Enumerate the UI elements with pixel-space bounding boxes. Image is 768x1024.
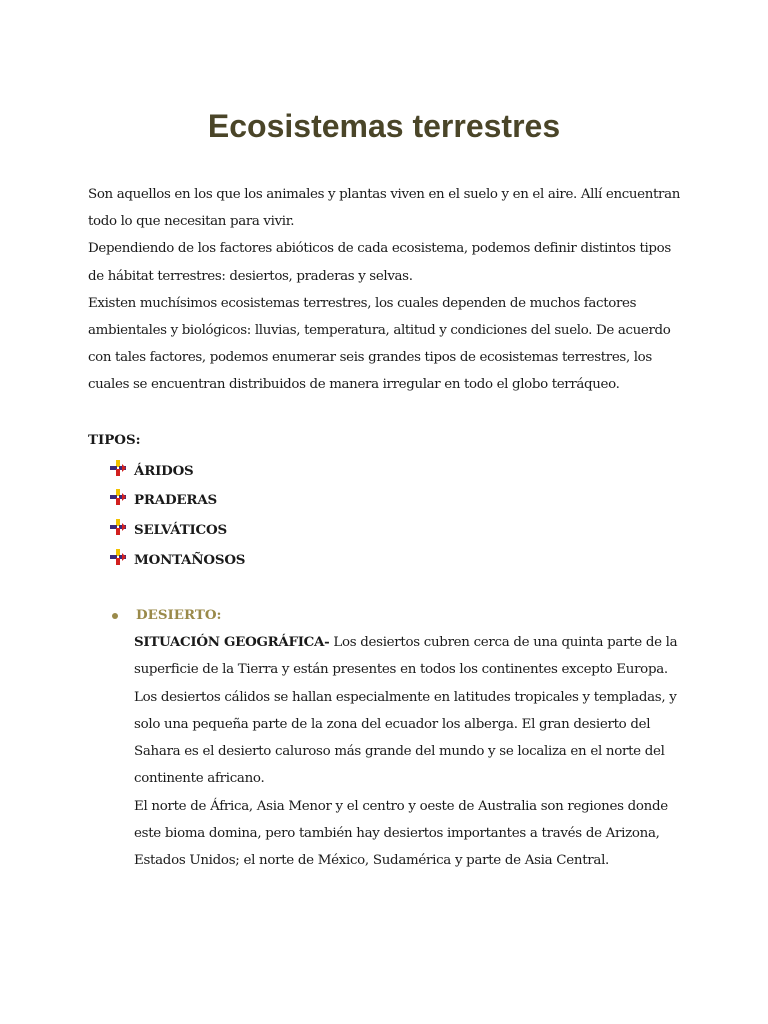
list-item [110,456,245,486]
desierto-section [110,602,680,875]
list-item [110,515,245,545]
four-color-arrow-bullet-icon [110,460,126,476]
list-item [110,486,245,516]
intro-paragraph-1: Son aquellos en los que los animales y plantas viven en el suelo y en el aire. Allí encuentran todo lo que necesitan para vivir. [88,187,680,230]
list-item [110,545,245,575]
four-color-arrow-bullet-icon [110,489,126,505]
desierto-paragraph-2: El norte de África, Asia Menor y el centro y oeste de Australia son regiones donde este bioma domina, pero también hay desiertos importantes a través de Arizona, Estados Unidos; el norte de México, Sudamérica y parte de Asia Central. [134,798,668,869]
intro-paragraph-2: Dependiendo de los factores abióticos de cada ecosistema, podemos definir distintos tipos de hábitat terrestres: desiertos, praderas y selvas. [88,241,671,284]
tipos-label: TIPOS: [88,432,141,448]
intro-section [88,181,688,399]
type-label: ÁRIDOS [134,462,194,479]
type-label: MONTAÑOSOS [134,551,246,568]
four-color-arrow-bullet-icon [110,549,126,565]
desierto-body [134,629,680,875]
type-list [110,456,245,574]
situacion-text: Los desiertos cubren cerca de una quinta parte de la superficie de la Tierra y están presentes en todos los continentes excepto Europa. Los desiertos cálidos se hallan especialmente en latitudes tropicales y templadas, y solo una pequeña parte de la zona del ecuador los alberga. El gran desierto del Sahara es el desierto caluroso más grande del mundo y se localiza en el norte del continente africano. [134,635,678,787]
page-title: Ecosistemas terrestres [207,108,561,144]
intro-paragraph-3: Existen muchísimos ecosistemas terrestres, los cuales dependen de muchos factores ambientales y biológicos: lluvias, temperatura, altitud y condiciones del suelo. De acuerdo con tales factores, podemos enumerar seis grandes tipos de ecosistemas terrestres, los cuales se encuentran distribuidos de manera irregular en todo el globo terráqueo. [88,295,671,393]
type-label: SELVÁTICOS [134,521,227,538]
situacion-paragraph [134,629,680,793]
desierto-heading-label: DESIERTO: [136,607,222,623]
desierto-heading [110,602,680,629]
type-label: PRADERAS [134,492,217,509]
four-color-arrow-bullet-icon [110,519,126,535]
round-dot-icon [112,613,118,619]
situacion-label: SITUACIÓN GEOGRÁFICA- [134,634,330,650]
